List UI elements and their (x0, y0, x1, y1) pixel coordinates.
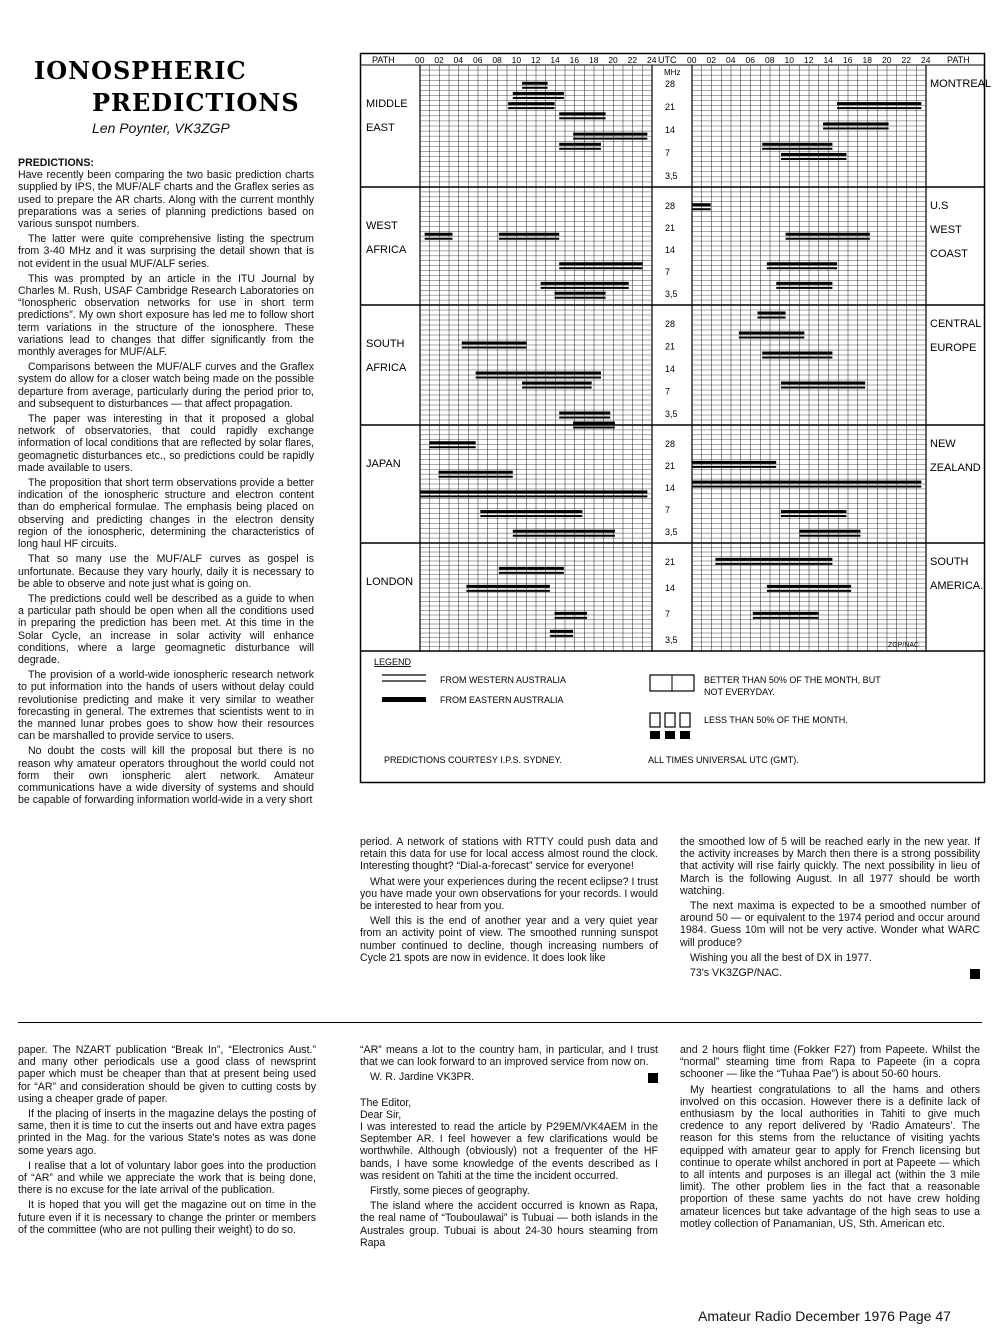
paragraph (680, 967, 980, 979)
legend-eastern-text: FROM EASTERN AUSTRALIA (440, 695, 564, 705)
sign-off: 73's VK3ZGP/NAC. (690, 967, 783, 980)
prediction-bar (420, 490, 647, 493)
prediction-bar (480, 510, 582, 513)
prediction-bar (508, 102, 554, 105)
prediction-bar (476, 372, 601, 375)
prediction-bar (781, 158, 847, 160)
paragraph: Well this is the end of another year and a very quiet year from an activity point of view. The smoothed running sunspot number continued to decline, though increasing numbers of Cycle 21 spots are now in evidence. It does look like (360, 915, 658, 964)
chart-signature: ZGP/NAC (888, 642, 920, 649)
prediction-bar (550, 630, 573, 633)
salutation: The Editor, (360, 1096, 412, 1109)
hour-tick-label: 02 (706, 55, 716, 65)
prediction-bar (692, 466, 776, 468)
prediction-bar (753, 612, 819, 615)
hour-tick-label: 04 (726, 55, 736, 65)
prediction-bar (439, 476, 513, 478)
prediction-bar (420, 495, 647, 497)
prediction-bar (439, 471, 513, 474)
path-label-right: CENTRAL (930, 318, 982, 330)
hour-tick-label: 06 (473, 55, 483, 65)
hour-tick-label: 06 (745, 55, 755, 65)
path-label-left: WEST (366, 220, 398, 232)
band-label: 21 (665, 461, 676, 471)
band-label: 7 (665, 505, 671, 515)
band-label: 7 (665, 609, 671, 619)
band-label: 14 (665, 364, 676, 374)
letters-column-1 (18, 1044, 316, 1239)
article-title-line1: IONOSPHERIC (34, 56, 247, 85)
paragraph: I was interested to read the article by P29EM/VK4AEM in the September AR. I feel however a few clarifications would be worthwhile. Although (obviously) not a frequenter of the HF bands, I have some knowledge of the events described as I was resident on Tahiti at the time the incident occurred. (360, 1121, 658, 1182)
band-label: 14 (665, 245, 676, 255)
prediction-bar (429, 446, 475, 448)
prediction-bar (559, 412, 610, 415)
hour-tick-label: 02 (434, 55, 444, 65)
prediction-bar (786, 233, 870, 236)
hour-tick-label: 12 (531, 55, 541, 65)
path-label-right: ZEALAND (930, 462, 981, 474)
right-column (680, 836, 980, 982)
band-label: 3,5 (665, 171, 678, 181)
band-label: 3,5 (665, 409, 678, 419)
prediction-bar (522, 87, 548, 89)
paragraph: If the placing of inserts in the magazine delays the posting of same, then it is time to cut the inserts out and have extra pages printed in the Mag. for the various State's notes as was done some years ago. (18, 1108, 316, 1157)
salutation: Dear Sir, (360, 1108, 402, 1121)
prediction-bar (466, 590, 550, 592)
prediction-bar (781, 510, 847, 513)
legend-times: ALL TIMES UNIVERSAL UTC (GMT). (648, 755, 799, 765)
prediction-bar (800, 530, 861, 533)
path-label-right: AMERICA. (930, 580, 984, 592)
path-label-left: LONDON (366, 576, 414, 588)
prediction-bar (767, 590, 851, 592)
prediction-bar (762, 148, 832, 150)
path-header-left: PATH (372, 55, 395, 65)
band-label: 28 (665, 319, 676, 329)
prediction-bar (573, 427, 615, 429)
legend-less-symbol (650, 731, 660, 739)
hour-tick-label: 20 (608, 55, 618, 65)
prediction-bar (776, 287, 832, 289)
prediction-bar (767, 585, 851, 588)
letters-column-3 (680, 1044, 980, 1233)
paragraph: That so many use the MUF/ALF curves as gospel is unfortunate. Because they vary hourly, daily it is necessary to be able to observe and note just what is going on. (18, 553, 314, 590)
legend-better-text-2: NOT EVERYDAY. (704, 687, 775, 697)
paragraph: This was prompted by an article in the ITU Journal by Charles M. Rush, USAF Cambridge Research Laboratories on “Ionospheric observation networks for use in short term predictions”. My own short exposure has led me to follow short term variations in the structure of the ionosphere. These variations lead to changes that differ significantly from the monthly averages for MUF/ALF. (18, 272, 314, 359)
prediction-bar (823, 127, 889, 129)
paragraph: paper. The NZART publication “Break In”, “Electronics Aust.” and many other periodicals use a good class of newsprint paper which must be cheaper than that at present being used for “AR” and consideration should be given to cutting costs by using a cheaper grade of paper. (18, 1044, 316, 1105)
hour-tick-label: 08 (492, 55, 502, 65)
paragraph: period. A network of stations with RTTY could push data and retain this data for use for local access almost round the clock. Interesting thought? “Dial-a-forecast” service for everyone! (360, 836, 658, 873)
left-column (18, 157, 314, 809)
path-label-left: AFRICA (366, 244, 407, 256)
prediction-bar (739, 332, 805, 335)
prediction-bar (559, 143, 601, 146)
prediction-bar (513, 97, 564, 99)
prediction-bar (559, 267, 643, 269)
mhz-label: MHz (664, 68, 681, 77)
prediction-bar (499, 572, 564, 574)
paragraph: Firstly, some pieces of geography. (370, 1185, 530, 1198)
legend-less-symbol (665, 713, 675, 727)
prediction-bar (499, 567, 564, 570)
prediction-bar (573, 138, 647, 140)
prediction-bar (425, 238, 453, 240)
hour-tick-label: 14 (823, 55, 833, 65)
prediction-bar (715, 558, 832, 561)
prediction-bar (466, 585, 550, 588)
hour-tick-label: 22 (901, 55, 911, 65)
prediction-bar (776, 282, 832, 285)
paragraph: The paper was interesting in that it proposed a global network of observatories, that could rapidly exchange information of local conditions that are reflected by solar flares, geomagnetic disturbances etc., so predictions could be rapidly made available to users. (18, 413, 314, 474)
paragraph: The provision of a world-wide ionospheric research network to put information into the hands of users without delay could revolutionise predicting and make it very similar to weather forecasting in general. The extremes that scientists went to in the manned lunar probes goes to show how their resources can be marshalled to provide service to users. (18, 669, 314, 743)
paragraph: Wishing you all the best of DX in 1977. (690, 951, 872, 964)
prediction-bar (715, 563, 832, 565)
prediction-bar (522, 387, 592, 389)
prediction-bar (837, 107, 921, 109)
prediction-bar (753, 617, 819, 619)
prediction-bar (739, 337, 805, 339)
hour-tick-label: 04 (453, 55, 464, 65)
band-label: 21 (665, 341, 676, 352)
band-label: 14 (665, 583, 676, 593)
band-label: 14 (665, 483, 676, 493)
legend-courtesy: PREDICTIONS COURTESY I.P.S. SYDNEY. (384, 755, 562, 765)
prediction-bar (429, 441, 475, 444)
legend-less-text: LESS THAN 50% OF THE MONTH. (704, 715, 848, 725)
band-label: 21 (665, 102, 676, 112)
hour-tick-label: 16 (569, 55, 580, 65)
end-mark (648, 1073, 658, 1083)
prediction-bar (555, 292, 606, 295)
paragraph: “AR” means a lot to the country ham, in particular, and I trust that we can look forward to an improved service from now on. (360, 1044, 658, 1069)
prediction-bar (559, 117, 605, 119)
prediction-bar (762, 352, 832, 355)
path-label-right: COAST (930, 248, 968, 260)
path-label-left: EAST (366, 122, 395, 134)
prediction-bar (522, 82, 548, 85)
hour-tick-label: 14 (550, 55, 560, 65)
band-label: 14 (665, 125, 676, 135)
paragraph: The next maxima is expected to be a smoothed number of around 50 — or equivalent to the 1974 period and occur around 1984. Guess 10m will not be very active. Wonder what WARC will produce? (680, 900, 980, 949)
band-label: 3,5 (665, 289, 678, 299)
hour-tick-label: 18 (862, 55, 872, 65)
paragraph: The predictions could well be described as a guide to when a particular path should be open when all the conditions used in preparing the prediction has been met. At this time in the Solar Cycle, an increase in solar activity will enhance conditions, where a large geomagnetic disturbance will degrade. (18, 592, 314, 666)
paragraph: I realise that a lot of voluntary labor goes into the production of “AR” and while we appreciate the work that is being done, there is no excuse for the late arrival of the publication. (18, 1159, 316, 1197)
prediction-bar (425, 233, 453, 236)
band-label: 3,5 (665, 527, 678, 537)
prediction-bar (513, 535, 615, 537)
hour-tick-label: 00 (415, 55, 425, 65)
prediction-bar (522, 382, 592, 385)
legend-less-symbol (680, 731, 690, 739)
hour-tick-label: 22 (627, 55, 638, 65)
prediction-bar (767, 262, 837, 265)
prediction-bar (692, 208, 711, 210)
prediction-bar (508, 107, 554, 109)
prediction-bar (462, 347, 527, 349)
hour-tick-label: 10 (511, 55, 522, 65)
prediction-chart (360, 53, 992, 783)
article-author: Len Poynter, VK3ZGP (92, 120, 230, 136)
paragraph: Comparisons between the MUF/ALF curves and the Graflex system do allow for a closer watch being made on the possible departure from average, particularly during the period prior to, and subsequent to disturbances — that affect propagation. (18, 361, 314, 410)
letters-column-2 (360, 1044, 658, 1252)
paragraph: It is hoped that you will get the magazine out on time in the future even if it is necessary to change the printer or members of the committee (who are not pulling their weight) to do so. (18, 1199, 316, 1236)
prediction-bar (555, 297, 606, 299)
prediction-bar (480, 515, 582, 517)
prediction-bar (499, 233, 559, 236)
prediction-bar (573, 422, 615, 425)
prediction-bar (781, 382, 865, 385)
band-label: 21 (665, 223, 676, 233)
prediction-bar (559, 262, 643, 265)
prediction-bar (573, 133, 647, 136)
hour-tick-label: 16 (843, 55, 853, 65)
middle-column (360, 836, 658, 967)
legend-better-text-1: BETTER THAN 50% OF THE MONTH, BUT (704, 675, 881, 685)
path-label-left: JAPAN (366, 458, 401, 470)
hour-tick-label: 24 (921, 55, 931, 65)
prediction-bar (559, 112, 605, 115)
hour-tick-label: 12 (804, 55, 814, 65)
prediction-bar (550, 635, 573, 637)
path-label-right: MONTREAL (930, 78, 992, 90)
paragraph: My heartiest congratulations to all the hams and others involved on this occasion. However there is a definite lack of enthusiasm by the local authorities in Tahiti to give much credence to any report delivered by ‘Radio Amateurs’. The reason for this stems from the reluctance of visiting yachts equipped with amateur gear to apply for French licensing but continue to operate whilst anchored in port at Papeete — which to all intents and purposes is an illegal act (within the 3 mile limit). The other problem lies in the fact that a reasonable proportion of these same yachts do not have crew holding amateur licences but take advantage of the high seas to use a motley collection of Panamanian, US, Sth. American etc. (680, 1083, 980, 1230)
legend-less-symbol (650, 713, 660, 727)
band-label: 7 (665, 267, 671, 277)
article-title-line2: PREDICTIONS (92, 88, 300, 117)
end-mark (970, 969, 980, 979)
section-heading: PREDICTIONS: (18, 157, 94, 169)
hour-tick-label: 10 (784, 55, 794, 65)
path-label-right: WEST (930, 224, 962, 236)
legend-less-symbol (665, 731, 675, 739)
prediction-bar (476, 377, 601, 379)
paragraph: Have recently been comparing the two basic prediction charts supplied by IPS, the MUF/ALF charts and the Graflex series as used to prepare the AR charts. Along with the current monthly preparations was a series of planning predictions based on various sunspot numbers. (18, 169, 314, 231)
path-label-left: AFRICA (366, 362, 407, 374)
hour-tick-label: 20 (882, 55, 892, 65)
prediction-bar (781, 387, 865, 389)
hour-tick-label: 08 (765, 55, 775, 65)
prediction-bar (767, 267, 837, 269)
legend-less-symbol (680, 713, 690, 727)
path-label-left: MIDDLE (366, 98, 408, 110)
prediction-bar (837, 102, 921, 105)
prediction-bar (692, 481, 921, 484)
prediction-bar (692, 486, 921, 488)
path-label-right: U.S (930, 200, 949, 212)
prediction-bar (781, 515, 847, 517)
path-label-right: EUROPE (930, 342, 977, 354)
hour-tick-label: 24 (647, 55, 657, 65)
paragraph: What were your experiences during the recent eclipse? I trust you have made your own observations for your records. I would be interested to hear from you. (360, 875, 658, 913)
band-label: 3,5 (665, 635, 678, 645)
prediction-bar (758, 312, 786, 315)
legend-western-text: FROM WESTERN AUSTRALIA (440, 675, 567, 685)
hour-tick-label: 00 (687, 55, 697, 65)
prediction-bar (762, 143, 832, 146)
band-label: 21 (665, 557, 676, 567)
letter-signature: W. R. Jardine VK3PR. (360, 1071, 658, 1083)
band-label: 7 (665, 148, 671, 158)
prediction-bar (786, 238, 870, 240)
paragraph: The proposition that short term observations provide a better indication of the ionospheric structure and electron content than do empherical formulae. The emphasis being placed on observing and predicting changes in the electron density region of the ionospheric, determining the characteristics of long haul HF circuits. (18, 477, 314, 551)
legend-title: LEGEND (374, 657, 412, 667)
path-label-left: SOUTH (366, 338, 405, 350)
path-label-right: SOUTH (930, 556, 969, 568)
paragraph: the smoothed low of 5 will be reached early in the new year. If the activity increases by March then there is a strong possibility that activity will rise fairly quickly. The next possibility in lieu of March is the following August. In all 1977 should be worth watching. (680, 836, 980, 897)
prediction-bar (692, 203, 711, 206)
prediction-bar (758, 317, 786, 319)
prediction-bar (462, 342, 527, 345)
prediction-bar (559, 417, 610, 419)
prediction-bar (781, 153, 847, 156)
path-label-right: NEW (930, 438, 956, 450)
band-label: 7 (665, 386, 671, 397)
path-header-right: PATH (947, 55, 970, 65)
prediction-bar (559, 148, 601, 150)
section-divider (18, 1022, 982, 1023)
band-label: 28 (665, 79, 676, 89)
prediction-bar (762, 357, 832, 359)
prediction-bar (513, 530, 615, 533)
band-label: 28 (665, 201, 676, 211)
prediction-bar (513, 92, 564, 95)
prediction-bar (823, 122, 889, 125)
prediction-bar (541, 282, 629, 285)
paragraph: The island where the accident occurred is known as Rapa, the real name of “Touboulawai” is Tubuai — both islands in the Australes group. Tubuai is about 24-30 hours steaming from Rapa (360, 1200, 658, 1249)
page-footer: Amateur Radio December 1976 Page 47 (698, 1308, 951, 1324)
prediction-bar (555, 612, 587, 615)
paragraph: The latter were quite comprehensive listing the spectrum from 3-40 MHz and it was surprising the detail shown that is not evident in the usual MUF/ALF series. (18, 233, 314, 270)
band-label: 28 (665, 439, 676, 449)
hour-tick-label: 18 (589, 55, 599, 65)
legend-eastern-symbol (382, 697, 426, 702)
prediction-bar (499, 238, 559, 240)
prediction-bar (800, 535, 861, 537)
paragraph: No doubt the costs will kill the proposal but there is no reason why amateur operators throughout the world could not form their own ionspheric alert network. Amateur communications have a wide diversity of systems and should be capable of forwarding information world-wide in a very short (18, 745, 314, 807)
prediction-bar (692, 461, 776, 464)
prediction-bar (555, 617, 587, 619)
paragraph: and 2 hours flight time (Fokker F27) from Papeete. Whilst the “normal” steaming time from Rapa to Papeete (in a copra schooner — like the “Tuhaa Pae”) is about 50-60 hours. (680, 1044, 980, 1081)
utc-header: UTC (658, 55, 677, 65)
prediction-bar (541, 287, 629, 289)
